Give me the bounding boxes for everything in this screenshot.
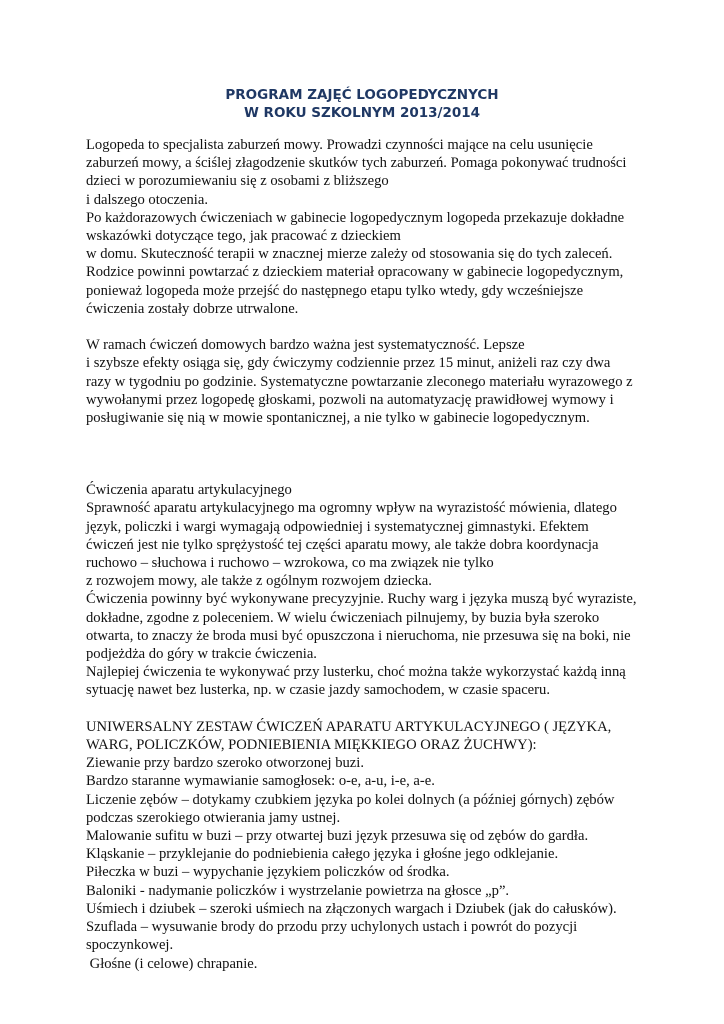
text-line: język, policzki i wargi wymagają odpowiedniej i systematycznej gimnastyki. Efektem xyxy=(86,518,589,535)
list-item: Malowanie sufitu w buzi – przy otwartej buzi język przesuwa się od zębów do gardła. xyxy=(86,828,589,845)
text-line: dzieci w porozumiewaniu się z osobami z bliższego xyxy=(86,173,389,190)
text-line: z rozwojem mowy, ale także z ogólnym rozwojem dziecka. xyxy=(86,573,432,590)
list-item: Ziewanie przy bardzo szeroko otworzonej buzi. xyxy=(86,755,364,772)
list-heading: WARG, POLICZKÓW, PODNIEBIENIA MIĘKKIEGO ORAZ ŻUCHWY): xyxy=(86,737,537,754)
list-item: Uśmiech i dziubek – szeroki uśmiech na złączonych wargach i Dziubek (jak do całusków). xyxy=(86,900,617,917)
text-line: Logopeda to specjalista zaburzeń mowy. Prowadzi czynności mające na celu usunięcie xyxy=(86,137,593,153)
list-item: Szuflada – wysuwanie brody do przodu przy uchylonych ustach i powrót do pozycji xyxy=(86,919,578,936)
text-line: wskazówki dotyczące tego, jak pracować z dzieckiem xyxy=(86,228,401,245)
text-line: zaburzeń mowy, a ściślej złagodzenie skutków tych zaburzeń. Pomaga pokonywać trudności xyxy=(86,155,627,172)
text-line: W ramach ćwiczeń domowych bardzo ważna jest systematyczność. Lepsze xyxy=(86,337,525,354)
text-line: i szybsze efekty osiąga się, gdy ćwiczymy codziennie przez 15 minut, aniżeli raz czy dwa xyxy=(86,355,611,372)
text-line: podjeżdża do góry w trakcie ćwiczenia. xyxy=(86,646,317,663)
text-line: otwarta, to znaczy że broda musi być opuszczona i nieruchoma, nie przesuwa się na boki, nie xyxy=(86,627,631,644)
text-line: posługiwanie się nią w mowie spontanicznej, a nie tylko w gabinecie logopedycznym. xyxy=(86,410,590,427)
text-line: ćwiczenia zostały dobrze utrwalone. xyxy=(86,300,299,317)
text-line: Sprawność aparatu artykulacyjnego ma ogromny wpływ na wyrazistość mówienia, dlatego xyxy=(86,500,617,517)
text-line: ruchowo – słuchowa i ruchowo – wzrokowa, co ma związek nie tylko xyxy=(86,555,494,572)
text-line: w domu. Skuteczność terapii w znacznej mierze zależy od stosowania się do tych zaleceń. xyxy=(86,246,613,263)
exercise-list xyxy=(86,718,646,973)
list-heading: UNIWERSALNY ZESTAW ĆWICZEŃ APARATU ARTYKULACYJNEGO ( JĘZYKA, xyxy=(86,718,612,735)
list-item: Głośne (i celowe) chrapanie. xyxy=(86,955,258,972)
document-title-line-1: PROGRAM ZAJĘĆ LOGOPEDYCZNYCH xyxy=(225,87,499,103)
text-line: razy w tygodniu po godzinie. Systematyczne powtarzanie zleconego materiału wyrazowego z xyxy=(86,373,633,390)
list-item: Piłeczka w buzi – wypychanie językiem policzków od środka. xyxy=(86,864,450,881)
document-title-line-2: W ROKU SZKOLNYM 2013/2014 xyxy=(243,105,481,121)
list-item: Bardzo staranne wymawianie samogłosek: o-e, a-u, i-e, a-e. xyxy=(86,773,435,790)
list-item: Baloniki - nadymanie policzków i wystrzelanie powietrza na głosce „p”. xyxy=(86,882,510,899)
paragraph-intro xyxy=(86,136,646,318)
text-line: Ćwiczenia powinny być wykonywane precyzyjnie. Ruchy warg i języka muszą być wyraziste, xyxy=(86,591,637,608)
text-line: sytuację nawet bez lusterka, np. w czasie jazdy samochodem, w czasie spaceru. xyxy=(86,682,550,699)
text-line: Najlepiej ćwiczenia te wykonywać przy lusterku, choć można także wykorzystać każdą inną xyxy=(86,664,626,681)
section-heading: Ćwiczenia aparatu artykulacyjnego xyxy=(86,482,292,499)
paragraph-articulation-exercises xyxy=(86,481,646,699)
document-body xyxy=(86,136,646,973)
list-item: Liczenie zębów – dotykamy czubkiem języka po kolei dolnych (a później górnych) zębów xyxy=(86,791,615,808)
text-line: wywołanymi przez logopedę głoskami, pozwoli na automatyzację prawidłowej wymowy i xyxy=(86,391,614,408)
list-item: podczas szerokiego otwierania jamy ustnej. xyxy=(86,809,341,826)
text-line: ćwiczeń jest nie tylko sprężystość tej części aparatu mowy, ale także dobra koordynacja xyxy=(86,536,599,553)
text-line: ponieważ logopeda może przejść do następnego etapu tylko wtedy, gdy wcześniejsze xyxy=(86,282,584,299)
list-item: spoczynkowej. xyxy=(86,937,174,954)
text-line: i dalszego otoczenia. xyxy=(86,191,208,208)
text-line: dokładne, zgodne z poleceniem. W wielu ćwiczeniach pilnujemy, by buzia była szeroko xyxy=(86,609,600,626)
text-line: Po każdorazowych ćwiczeniach w gabinecie logopedycznym logopeda przekazuje dokładne xyxy=(86,209,625,226)
list-item: Kląskanie – przyklejanie do podniebienia całego języka i głośne jego odklejanie. xyxy=(86,846,559,863)
paragraph-systematics xyxy=(86,336,646,427)
text-line: Rodzice powinni powtarzać z dzieckiem materiał opracowany w gabinecie logopedycznym, xyxy=(86,264,624,281)
